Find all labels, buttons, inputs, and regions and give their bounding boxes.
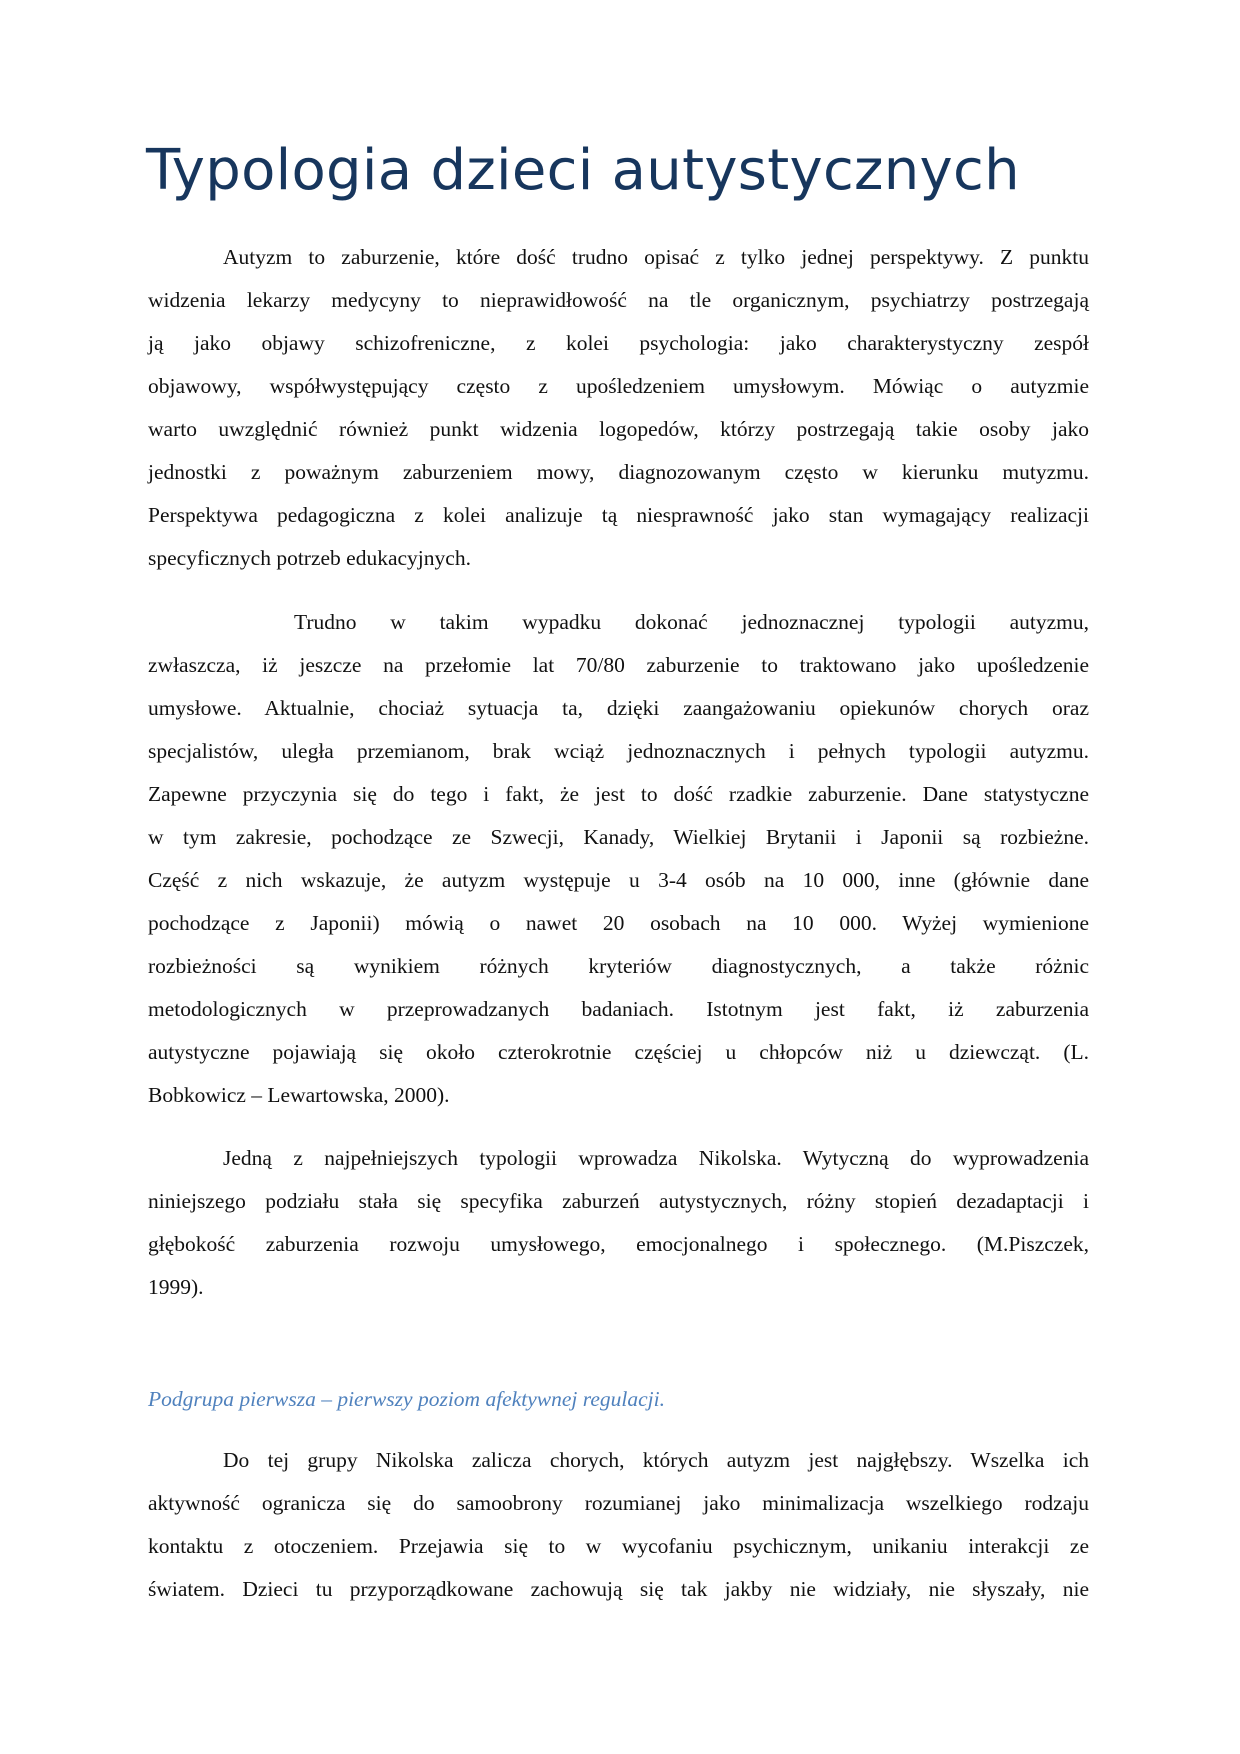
text-line: w tym zakresie, pochodzące ze Szwecji, Kanady, Wielkiej Brytanii i Japonii są rozbieżne.	[148, 825, 1089, 849]
paragraph-typology-difficulty	[148, 601, 1089, 1117]
text-line: Trudno w takim wypadku dokonać jednoznacznej typologii autyzmu,	[294, 610, 1089, 634]
text-line: warto uwzględnić również punkt widzenia logopedów, którzy postrzegają takie osoby jako	[148, 417, 1089, 441]
text-line: głębokość zaburzenia rozwoju umysłowego, emocjonalnego i społecznego. (M.Piszczek,	[148, 1232, 1089, 1256]
text-line: Zapewne przyczynia się do tego i fakt, że jest to dość rzadkie zaburzenie. Dane statystyczne	[148, 782, 1089, 806]
text-line: Perspektywa pedagogiczna z kolei analizuje tą niesprawność jako stan wymagający realizacji	[148, 503, 1089, 527]
text-line: rozbieżności są wynikiem różnych kryteriów diagnostycznych, a także różnic	[148, 954, 1089, 978]
text-line: pochodzące z Japonii) mówią o nawet 20 osobach na 10 000. Wyżej wymienione	[148, 911, 1089, 935]
text-line: metodologicznych w przeprowadzanych badaniach. Istotnym jest fakt, iż zaburzenia	[148, 997, 1089, 1021]
text-line: specyficznych potrzeb edukacyjnych.	[148, 546, 471, 570]
document-title: Typologia dzieci autystycznych	[146, 138, 1020, 203]
text-line: objawowy, współwystępujący często z upośledzeniem umysłowym. Mówiąc o autyzmie	[148, 374, 1089, 398]
text-line: kontaktu z otoczeniem. Przejawia się to w wycofaniu psychicznym, unikaniu interakcji ze	[148, 1534, 1089, 1558]
text-line: ją jako objawy schizofreniczne, z kolei psychologia: jako charakterystyczny zespół	[148, 331, 1089, 355]
text-line: Do tej grupy Nikolska zalicza chorych, których autyzm jest najgłębszy. Wszelka ich	[223, 1448, 1089, 1472]
paragraph-nikolska	[148, 1137, 1089, 1309]
text-line: niniejszego podziału stała się specyfika zaburzeń autystycznych, różny stopień dezadaptacji i	[148, 1189, 1089, 1213]
text-line: Część z nich wskazuje, że autyzm występuje u 3-4 osób na 10 000, inne (głównie dane	[148, 868, 1089, 892]
text-line: aktywność ogranicza się do samoobrony rozumianej jako minimalizacja wszelkiego rodzaju	[148, 1491, 1089, 1515]
subheading-first-subgroup: Podgrupa pierwsza – pierwszy poziom afektywnej regulacji.	[148, 1387, 665, 1411]
text-line: Autyzm to zaburzenie, które dość trudno opisać z tylko jednej perspektywy. Z punktu	[223, 245, 1089, 269]
text-line: 1999).	[148, 1275, 204, 1299]
text-line: jednostki z poważnym zaburzeniem mowy, diagnozowanym często w kierunku mutyzmu.	[148, 460, 1089, 484]
paragraph-first-subgroup	[148, 1439, 1089, 1611]
text-line: światem. Dzieci tu przyporządkowane zachowują się tak jakby nie widziały, nie słyszały, nie	[148, 1577, 1089, 1601]
text-line: Bobkowicz – Lewartowska, 2000).	[148, 1083, 450, 1107]
text-line: umysłowe. Aktualnie, chociaż sytuacja ta, dzięki zaangażowaniu opiekunów chorych oraz	[148, 696, 1089, 720]
text-line: zwłaszcza, iż jeszcze na przełomie lat 70/80 zaburzenie to traktowano jako upośledzenie	[148, 653, 1089, 677]
text-line: Jedną z najpełniejszych typologii wprowadza Nikolska. Wytyczną do wyprowadzenia	[223, 1146, 1089, 1170]
paragraph-intro	[148, 236, 1089, 580]
text-line: autystyczne pojawiają się około czterokrotnie częściej u chłopców niż u dziewcząt. (L.	[148, 1040, 1089, 1064]
text-line: specjalistów, uległa przemianom, brak wciąż jednoznacznych i pełnych typologii autyzmu.	[148, 739, 1089, 763]
text-line: widzenia lekarzy medycyny to nieprawidłowość na tle organicznym, psychiatrzy postrzegają	[148, 288, 1089, 312]
